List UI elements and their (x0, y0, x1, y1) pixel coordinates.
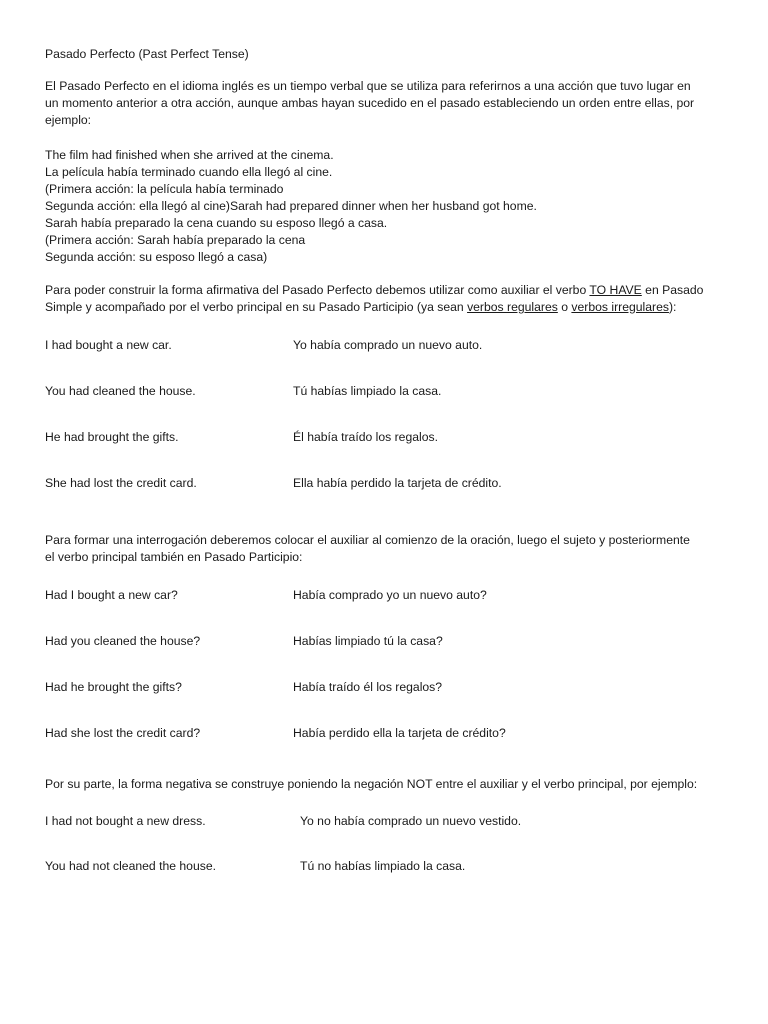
to-have-link[interactable]: TO HAVE (589, 283, 642, 297)
negative-row (45, 858, 735, 875)
spanish-sentence: Tú no habías limpiado la casa. (300, 859, 466, 873)
english-sentence: Had he brought the gifts? (45, 680, 182, 694)
english-sentence: He had brought the gifts. (45, 430, 179, 444)
intro-paragraph (45, 78, 735, 129)
spanish-sentence: Ella había perdido la tarjeta de crédito. (293, 476, 502, 490)
affirmative-intro-text: ): (668, 300, 677, 314)
interrogative-intro (45, 532, 735, 566)
spanish-sentence: Yo había comprado un nuevo auto. (293, 338, 483, 352)
example-line: Sarah había preparado la cena cuando su esposo llegó a casa. (45, 216, 388, 230)
negative-row (45, 813, 735, 830)
document-title: Pasado Perfecto (Past Perfect Tense) (45, 47, 249, 61)
english-sentence: I had bought a new car. (45, 338, 172, 352)
verbos-irregulares-link[interactable]: verbos irregulares (571, 300, 669, 314)
affirmative-intro-text: en Pasado (641, 283, 704, 297)
negative-intro (45, 776, 735, 793)
example-line: The film had finished when she arrived at the cinema. (45, 148, 334, 162)
english-sentence: You had not cleaned the house. (45, 859, 216, 873)
example-line: (Primera acción: Sarah había preparado la cena (45, 233, 306, 247)
english-sentence: Had she lost the credit card? (45, 726, 201, 740)
spanish-sentence: Habías limpiado tú la casa? (293, 634, 443, 648)
affirmative-row (45, 337, 735, 354)
example-line: Segunda acción: ella llegó al cine)Sarah had prepared dinner when her husband got home. (45, 199, 537, 213)
example-line: (Primera acción: la película había terminado (45, 182, 284, 196)
negative-intro-line: Por su parte, la forma negativa se construye poniendo la negación NOT entre el auxiliar y el verbo principal, por ejemplo: (45, 777, 698, 791)
affirmative-intro-text: Para poder construir la forma afirmativa del Pasado Perfecto debemos utilizar como auxiliar el verbo (45, 283, 590, 297)
interrogative-row (45, 679, 735, 696)
spanish-sentence: Yo no había comprado un nuevo vestido. (300, 814, 522, 828)
interrogative-intro-line: Para formar una interrogación deberemos colocar el auxiliar al comienzo de la oración, luego el sujeto y posteriormente (45, 533, 690, 547)
affirmative-intro-text: o (557, 300, 572, 314)
affirmative-row (45, 475, 735, 492)
examples-paragraph (45, 147, 735, 266)
spanish-sentence: Había traído él los regalos? (293, 680, 443, 694)
english-sentence: I had not bought a new dress. (45, 814, 206, 828)
interrogative-row (45, 725, 735, 742)
spanish-sentence: Había perdido ella la tarjeta de crédito? (293, 726, 506, 740)
example-line: La película había terminado cuando ella llegó al cine. (45, 165, 333, 179)
affirmative-row (45, 383, 735, 400)
verbos-regulares-link[interactable]: verbos regulares (467, 300, 558, 314)
affirmative-row (45, 429, 735, 446)
english-sentence: She had lost the credit card. (45, 476, 197, 490)
spanish-sentence: Tú habías limpiado la casa. (293, 384, 442, 398)
english-sentence: You had cleaned the house. (45, 384, 196, 398)
intro-line: El Pasado Perfecto en el idioma inglés es un tiempo verbal que se utiliza para referirnos a una acción que tuvo lugar en (45, 79, 691, 93)
intro-line: ejemplo: (45, 113, 92, 127)
spanish-sentence: Había comprado yo un nuevo auto? (293, 588, 487, 602)
example-line: Segunda acción: su esposo llegó a casa) (45, 250, 268, 264)
interrogative-intro-line: el verbo principal también en Pasado Participio: (45, 550, 303, 564)
english-sentence: Had I bought a new car? (45, 588, 178, 602)
english-sentence: Had you cleaned the house? (45, 634, 201, 648)
document-page (45, 46, 735, 875)
intro-line: un momento anterior a otra acción, aunque ambas hayan sucedido en el pasado estableciendo un orden entre ellas, por (45, 96, 695, 110)
interrogative-row (45, 587, 735, 604)
interrogative-row (45, 633, 735, 650)
affirmative-intro-text: Simple y acompañado por el verbo principal en su Pasado Participio (ya sean (45, 300, 468, 314)
spanish-sentence: Él había traído los regalos. (293, 430, 438, 444)
affirmative-intro (45, 282, 735, 316)
